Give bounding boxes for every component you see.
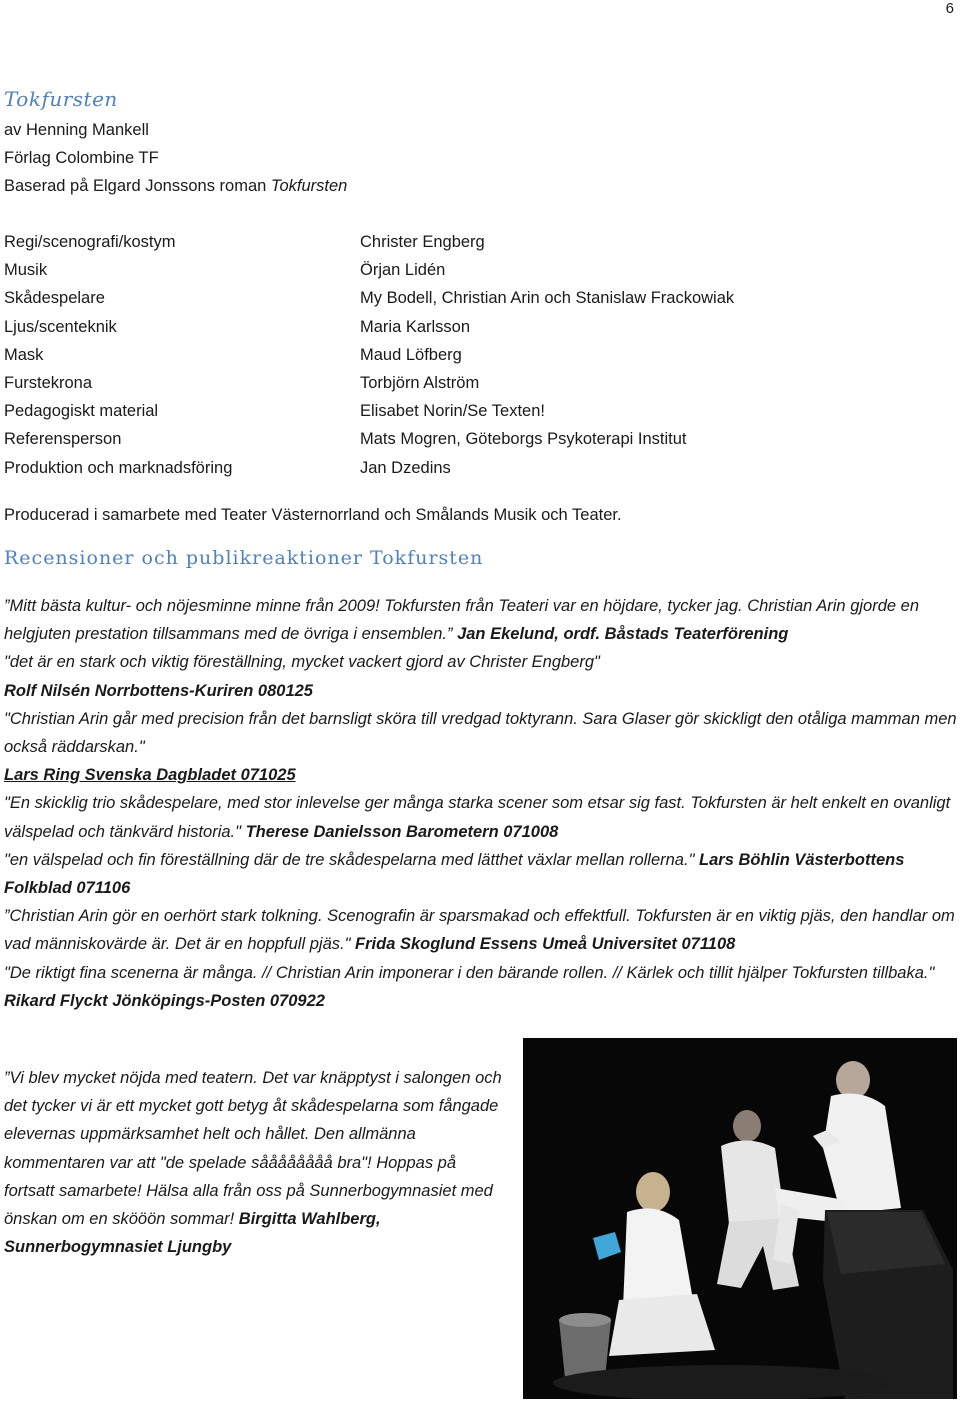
review [4,592,958,648]
review [4,789,958,845]
review [4,677,958,705]
credit-name: Elisabet Norin/Se Texten! [360,402,545,421]
review-source: Therese Danielsson Barometern 071008 [245,822,559,841]
review [4,648,958,676]
review-quote: ”Mitt bästa kultur- och nöjesminne minne från 2009! Tokfursten från Teateri var en höjdare, tycker jag. Christian Arin gjorde en helgjuten prestation tillsammans med de övriga i ensemblen.” [4,597,920,644]
credit-role: Pedagogiskt material [4,402,159,421]
review-source: Birgitta Wahlberg, Sunnerbogymnasiet Ljungby [4,1210,381,1257]
credit-name: Maria Karlsson [360,317,471,336]
review-source: Lars Böhlin Västerbottens Folkblad 071106 [4,850,905,898]
produced-text: Producerad i samarbete med Teater Västernorrland och Smålands Musik och Teater. [4,506,622,524]
based-on-title: Tokfursten [270,177,348,195]
credit-role: Ljus/scenteknik [4,317,117,336]
review [4,1064,509,1261]
credit-role: Musik [4,261,48,280]
credit-name: Maud Löfberg [360,345,462,364]
review [4,959,958,987]
review-quote: ”Christian Arin gör en oerhört stark tolkning. Scenografin är sparsmakad och effektfull. Tokfursten är en viktig pjäs, den handlar om vad människovärde är. Det är en hoppfull pjäs." [4,907,955,954]
credit-role: Produktion och marknadsföring [4,458,233,477]
stage-photo-image [523,1038,957,1399]
review-source: Lars Ring Svenska Dagbladet 071025 [4,766,296,785]
credit-role: Furstekrona [4,374,93,393]
reviews-block [4,592,958,1015]
credit-name: Christer Engberg [360,233,485,251]
credit-role: Regi/scenografi/kostym [4,233,176,251]
review [4,987,958,1015]
stage-photo [523,1038,957,1399]
publisher-line: Förlag Colombine TF [4,149,159,167]
credit-role: Referensperson [4,430,122,449]
credit-role: Mask [4,345,44,364]
credit-role: Skådespelare [4,289,105,308]
credit-row [4,313,734,341]
credit-name: Torbjörn Alström [360,374,480,393]
review-quote: ”Vi blev mycket nöjda med teatern. Det var knäpptyst i salongen och det tycker vi är ett mycket gott betyg åt skådespelarna som fångade elevernas uppmärksamhet helt och hållet. Den allmänna kommentaren var att "de spelade såååååååå bra"! Hoppas på fortsatt samarbete! Hälsa alla från oss på Sunnerbogymnasiet med önskan om en skööön sommar! [4,1069,502,1229]
review-quote: "det är en stark och viktig föreställning, mycket vackert gjord av Christer Engberg" [4,653,600,672]
review-source: Frida Skoglund Essens Umeå Universitet 071108 [355,935,736,954]
credit-row [4,284,734,312]
author-line: av Henning Mankell [4,121,149,139]
review [4,846,958,902]
credit-row [4,454,734,482]
credit-row [4,228,734,256]
based-on-line [4,172,347,200]
review-source: Rikard Flyckt Jönköpings-Posten 070922 [4,991,325,1010]
review [4,902,958,958]
reviews-heading: Recensioner och publikreaktioner Tokfursten [4,547,484,569]
review-quote: "De riktigt fina scenerna är många. // Christian Arin imponerar i den bärande rollen. // Kärlek och tillit hjälper Tokfursten tillbaka." [4,963,935,982]
credits-list [4,228,734,482]
review-quote: "En skicklig trio skådespelare, med stor inlevelse ger många starka scener som etsar sig fast. Tokfursten är helt enkelt en ovanligt välspelad och tänkvärd historia." [4,794,951,841]
credit-name: Örjan Lidén [360,261,446,280]
review-quote: "Christian Arin går med precision från det barnsligt sköra till vredgad toktyrann. Sara Glaser gör skickligt den otåliga mamman men också räddarskan." [4,709,957,757]
credit-row [4,397,734,425]
review-source: Rolf Nilsén Norrbottens-Kuriren 080125 [4,681,313,700]
review-quote: "en välspelad och fin föreställning där de tre skådespelarna med lätthet växlar mellan rollerna." [4,850,700,869]
credit-row [4,256,734,284]
school-review [4,1064,509,1261]
review [4,705,958,761]
credit-row [4,425,734,453]
review-source: Jan Ekelund, ordf. Båstads Teaterförening [457,625,789,644]
page-title: Tokfursten [4,87,118,111]
credit-name: Mats Mogren, Göteborgs Psykoterapi Institut [360,430,687,449]
based-on-prefix: Baserad på Elgard Jonssons roman [4,177,271,195]
credit-name: My Bodell, Christian Arin och Stanislaw Frackowiak [360,289,735,308]
page-number: 6 [945,0,954,17]
credit-row [4,341,734,369]
review [4,761,958,789]
credit-row [4,369,734,397]
credit-name: Jan Dzedins [360,458,451,477]
